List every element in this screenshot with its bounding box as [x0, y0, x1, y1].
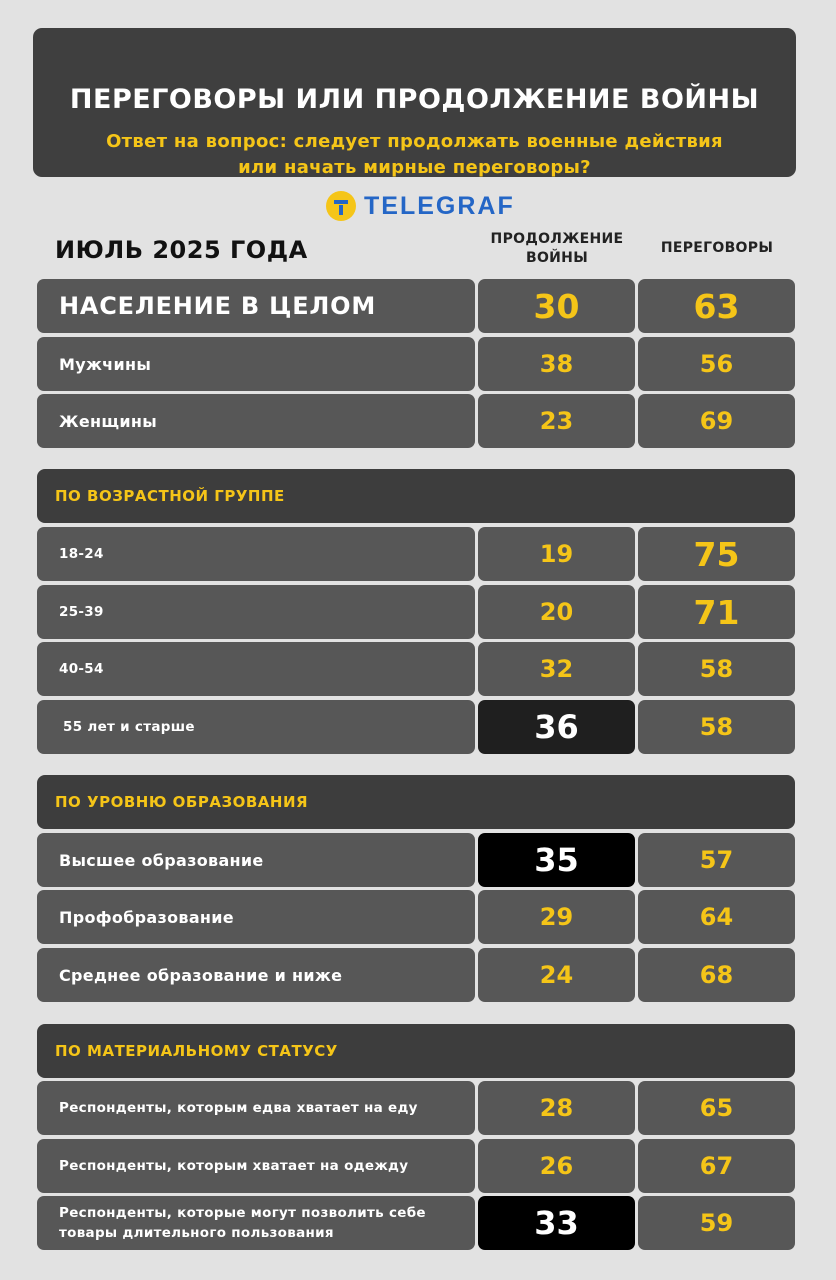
row-label-cell: [37, 700, 475, 754]
page-subtitle: [33, 129, 796, 181]
header-panel: [33, 28, 796, 177]
row-label: Профобразование: [59, 907, 234, 927]
value-continue: 32: [478, 642, 635, 696]
subtitle-line-1: Ответ на вопрос: следует продолжать военные действия: [106, 131, 723, 152]
row-label: 18-24: [59, 546, 104, 562]
value-continue-highlight: 36: [478, 700, 635, 754]
column-header-continue-line-1: ПРОДОЛЖЕНИЕ: [490, 231, 624, 247]
row-label: [37, 1203, 426, 1243]
value-negotiate: 69: [638, 394, 795, 448]
row-label: Женщины: [59, 411, 158, 431]
value-negotiate: 63: [638, 279, 795, 333]
value-negotiate: 75: [638, 527, 795, 581]
value-continue: 30: [478, 279, 635, 333]
row-label: Высшее образование: [59, 850, 264, 870]
row-label: Респонденты, которым едва хватает на еду: [59, 1100, 418, 1116]
row-label-cell: [37, 948, 475, 1002]
subtitle-line-2: или начать мирные переговоры?: [238, 157, 591, 178]
logo-text: TELEGRAF: [364, 191, 515, 220]
row-label: Среднее образование и ниже: [59, 965, 343, 985]
value-continue-highlight: 33: [478, 1196, 635, 1250]
value-negotiate: 67: [638, 1139, 795, 1193]
value-negotiate: 57: [638, 833, 795, 887]
row-label-cell: [37, 279, 475, 333]
value-continue-highlight: 35: [478, 833, 635, 887]
value-continue: 28: [478, 1081, 635, 1135]
row-label-cell: [37, 337, 475, 391]
value-continue: 19: [478, 527, 635, 581]
value-continue: 29: [478, 890, 635, 944]
telegraf-logo: [326, 191, 515, 221]
row-label-cell: [37, 527, 475, 581]
row-label: 25-39: [59, 604, 104, 620]
column-header-continue: [478, 230, 636, 268]
section-header-age: ПО ВОЗРАСТНОЙ ГРУППЕ: [37, 469, 795, 523]
period-label: ИЮЛЬ 2025 ГОДА: [55, 236, 308, 264]
value-negotiate: 65: [638, 1081, 795, 1135]
section-header-education: ПО УРОВНЮ ОБРАЗОВАНИЯ: [37, 775, 795, 829]
value-continue: 26: [478, 1139, 635, 1193]
page-title: ПЕРЕГОВОРЫ ИЛИ ПРОДОЛЖЕНИЕ ВОЙНЫ: [69, 84, 760, 115]
value-continue: 20: [478, 585, 635, 639]
row-label-line-1: Респонденты, которые могут позволить себе: [59, 1205, 426, 1221]
value-negotiate: 59: [638, 1196, 795, 1250]
value-continue: 38: [478, 337, 635, 391]
row-label-cell: [37, 642, 475, 696]
value-negotiate: 58: [638, 642, 795, 696]
row-label-cell: [37, 1081, 475, 1135]
value-negotiate: 58: [638, 700, 795, 754]
section-header-income: ПО МАТЕРИАЛЬНОМУ СТАТУСУ: [37, 1024, 795, 1078]
column-header-negotiations: ПЕРЕГОВОРЫ: [660, 240, 774, 256]
row-label-cell: [37, 1139, 475, 1193]
row-label: 55 лет и старше: [63, 719, 195, 735]
row-label: Мужчины: [59, 354, 152, 374]
value-negotiate: 68: [638, 948, 795, 1002]
row-label-line-2: товары длительного пользования: [59, 1225, 334, 1241]
row-label: НАСЕЛЕНИЕ В ЦЕЛОМ: [59, 292, 377, 320]
value-continue: 24: [478, 948, 635, 1002]
row-label-cell: [37, 890, 475, 944]
value-negotiate: 71: [638, 585, 795, 639]
value-negotiate: 64: [638, 890, 795, 944]
row-label-cell: [37, 585, 475, 639]
value-negotiate: 56: [638, 337, 795, 391]
row-label-cell: [37, 1196, 475, 1250]
row-label: Респонденты, которым хватает на одежду: [59, 1158, 409, 1174]
row-label: 40-54: [59, 661, 104, 677]
value-continue: 23: [478, 394, 635, 448]
telegraf-t-icon: [326, 191, 356, 221]
column-header-continue-line-2: ВОЙНЫ: [525, 250, 588, 266]
row-label-cell: [37, 833, 475, 887]
row-label-cell: [37, 394, 475, 448]
